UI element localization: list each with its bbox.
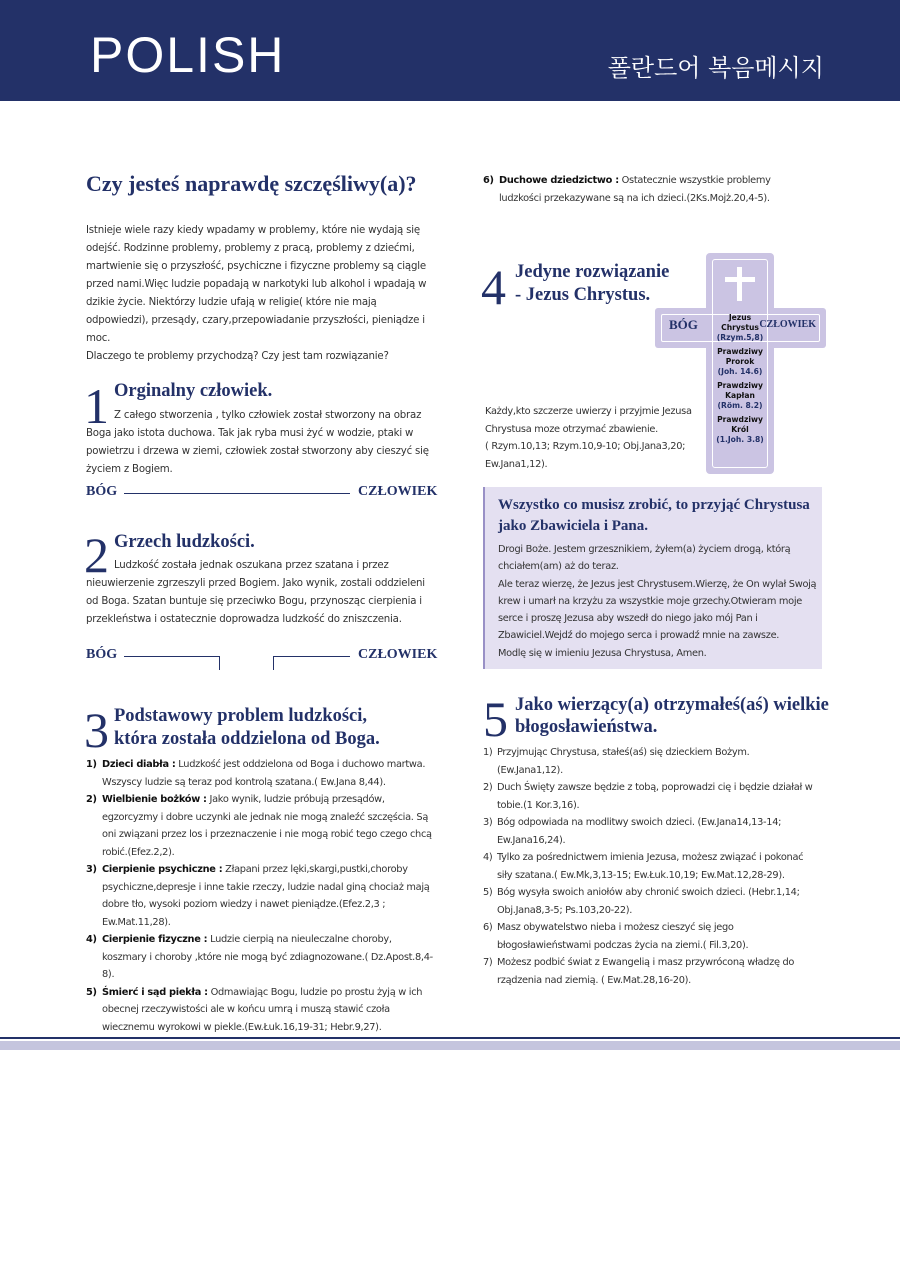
cross-entry-title: Prawdziwy Król — [717, 415, 763, 434]
spiritual-inheritance-item — [483, 172, 813, 207]
list-item-text: Masz obywatelstwo nieba i możesz cieszyć się jego błogosławieństwami podczas życia na ziemi.( Fil.3,20). — [497, 922, 749, 951]
list-item — [86, 791, 438, 861]
section2-broken-line-right — [273, 656, 350, 657]
section2-number: 2 — [84, 527, 109, 583]
section2-broken-line-left-drop — [219, 656, 220, 670]
list-item-body — [100, 791, 438, 861]
section2-text: Ludzkość została jednak oszukana przez szatana i przez nieuwierzenie zgrzeszyli przed Bogiem. Jako wynik, zostali oddzieleni od Boga. Szatan buntuje się przeciwko Bogu, przynosząc cierpienia i przekleństwa i ostatecznie doprowadza ludzkość do zniszczenia. — [86, 560, 425, 625]
section3-problem-list — [86, 756, 438, 1036]
list-item-text: Możesz podbić świat z Ewangelią i masz przywróconą władzę do rządzenia nad ziemią. ( Ew.Mat.28,16-20). — [497, 957, 795, 986]
cross-man-label: CZŁOWIEK — [759, 319, 816, 330]
section4-number: 4 — [481, 259, 506, 315]
intro-paragraph: Istnieje wiele razy kiedy wpadamy w problemy, które nie wydają się odejść. Rodzinne problemy, problemy z pracą, problemy z dziećmi, martwienie się o przyszłość, psychiczne i fizyczne problemy są ciągle przed nami.Więc ludzie popadają w narkotyki lub alkohol i wpadają w dzikie życie. Niektórzy ludzie ufają w religie( które nie mają odpowiedzi), przesądy, czary,przepowiadanie przyszłości, pieniądze i moc. Dlaczego te problemy przychodzą? Czy jest tam rozwiązanie? — [86, 225, 427, 362]
list-item — [483, 849, 813, 884]
list-item-body — [497, 172, 813, 207]
section5-title-line1: Jako wierzący(a) otrzymałeś(aś) wielkie — [515, 695, 829, 715]
section4-title-line1: Jedyne rozwiązanie — [515, 262, 670, 282]
cross-entry — [706, 415, 774, 445]
list-item-text: Bóg wysyła swoich aniołów aby chronić swoich dzieci. (Hebr.1,14; Obj.Jana8,3-5; Ps.103,20-22). — [497, 887, 800, 916]
list-item-body — [100, 931, 438, 984]
list-item-head: Śmierć i sąd piekła : — [102, 986, 208, 998]
list-item-text: Złapani przez lęki,skargi,pustki,choroby psychiczne,depresje i inne takie rzeczy, ludzie nadal giną chociaż mają dobre tło, wysoki poziom wiedzy i nawet pieniądze.(Efez.2,3 ; Ew.Mat.11,28). — [102, 864, 430, 928]
list-item — [86, 756, 438, 791]
section3-number: 3 — [84, 702, 109, 758]
list-item — [86, 861, 438, 931]
section1-man-label: CZŁOWIEK — [358, 484, 438, 499]
list-item-text: Ludzie cierpią na nieuleczalne choroby, koszmary i choroby ,które nie mogą być zdiagnozowane.( Dz.Apost.8,4-8). — [102, 934, 433, 980]
page-header — [0, 0, 900, 101]
list-item-index: 3) — [483, 817, 493, 828]
header-subtitle: 폴란드어 복음메시지 — [607, 54, 824, 82]
section1-number: 1 — [84, 378, 109, 434]
list-item-index: 5) — [483, 887, 493, 898]
list-item-head: Cierpienie fizyczne : — [102, 934, 208, 945]
cross-entry-title: Prawdziwy Kapłan — [717, 381, 763, 400]
list-item-index: 3) — [86, 864, 97, 875]
list-item-text: Ostatecznie wszystkie problemy ludzkości przekazywane są na ich dzieci.(2Ks.Mojż.20,4-5). — [499, 175, 771, 204]
section5-blessings-list — [483, 744, 813, 989]
list-item-text: Duch Święty zawsze będzie z tobą, poprowadzi cię i będzie działał w tobie.(1 Kor.3,16). — [497, 782, 813, 811]
list-item-text: Ludzkość jest oddzielona od Boga i duchowo martwa. Wszyscy ludzie są teraz pod kontrolą szatana.( Ew.Jana 8,44). — [102, 759, 426, 788]
list-item-text: Przyjmując Chrystusa, stałeś(aś) się dzieckiem Bożym.(Ew.Jana1,12). — [497, 747, 750, 776]
section4-title-line2: - Jezus Chrystus. — [515, 285, 651, 305]
cross-entry-ref: (Rzym.5,8) — [716, 333, 764, 342]
section2-broken-line-left — [124, 656, 220, 657]
list-item-index: 2) — [86, 794, 97, 805]
section3-title-line1: Podstawowy problem ludzkości, — [114, 706, 368, 726]
section5-number: 5 — [483, 691, 508, 747]
cross-god-label: BÓG — [669, 317, 698, 332]
list-item-index: 4) — [483, 852, 493, 863]
cross-entry-title: Prawdziwy Prorok — [717, 347, 763, 366]
list-item-index: 7) — [483, 957, 493, 968]
list-item — [86, 984, 438, 1037]
footer-band — [0, 1041, 900, 1050]
cross-entries — [706, 313, 774, 449]
section2-broken-line-right-drop — [273, 656, 274, 670]
cross-entry-ref: (1.Joh. 3.8) — [716, 435, 764, 444]
list-item-head: Duchowe dziedzictwo : — [499, 175, 619, 186]
header-title: POLISH — [90, 27, 286, 83]
list-item-text: Jako wynik, ludzie próbują przesądów, egzorcyzmy i dobre uczynki ale jednak nie mogą znaleźć szczęścia. Są oni związani przez los i przeznaczenie i nie mogą robić tego czego chcą robić.(Efez.2,2). — [102, 794, 432, 858]
list-item-head: Dzieci diabła : — [102, 759, 176, 770]
list-item — [483, 919, 813, 954]
list-item-body — [100, 984, 438, 1037]
section1-text: Z całego stworzenia , tylko człowiek został stworzony na obraz Boga jako istota duchowa. Tak jak ryba musi żyć w wodzie, ptaki w powietrzu i drzewa w ziemi, człowiek został stworzony aby cieszyć się życiem z Bogiem. — [86, 410, 429, 475]
section5-title-line2: błogosławieństwa. — [515, 717, 658, 737]
list-item — [483, 814, 813, 849]
list-item-text: Bóg odpowiada na modlitwy swoich dzieci. (Ew.Jana14,13-14; Ew.Jana16,24). — [497, 817, 782, 846]
cross-entry-title: Jezus Chrystus — [721, 313, 759, 332]
section2-god-label: BÓG — [86, 647, 118, 662]
section4-text: Każdy,kto szczerze uwierzy i przyjmie Jezusa Chrystusa moze otrzymać zbawienie. ( Rzym.10,13; Rzym.10,9-10; Obj.Jana3,20; Ew.Jana1,12). — [485, 406, 692, 470]
list-item-index: 6) — [483, 922, 493, 933]
section2-man-label: CZŁOWIEK — [358, 647, 438, 662]
prayer-box-text: Drogi Boże. Jestem grzesznikiem, żyłem(a) życiem drogą, którą chciałem(am) aż do teraz. Ale teraz wierzę, że Jezus jest Chrystusem.Wierzę, że On wylał Swoją krew i umarł na krzyżu za wszystkie moje grzechy.Otwieram moje serce i proszę Jezusa aby wszedł do niego jako mój Pan i Zbawiciel.Wejdź do mojego serca i prowadź mnie na zawsze. Modlę się w imieniu Jezusa Chrystusa, Amen. — [498, 544, 817, 659]
list-item-index: 6) — [483, 175, 494, 186]
section3-title-line2: która została oddzielona od Boga. — [114, 729, 380, 749]
list-item-head: Cierpienie psychiczne : — [102, 864, 223, 875]
list-item-text: Tylko za pośrednictwem imienia Jezusa, możesz związać i pokonać siły szatana.( Ew.Mk,3,13-15; Ew.Łuk.10,19; Ew.Mat.12,28-29). — [497, 852, 804, 881]
list-item-index: 1) — [483, 747, 493, 758]
list-item-body — [100, 861, 438, 931]
list-item-index: 2) — [483, 782, 493, 793]
list-item — [483, 172, 813, 207]
cross-entry — [706, 313, 774, 343]
section1-god-label: BÓG — [86, 484, 118, 499]
cross-icon — [725, 267, 755, 301]
list-item-index: 1) — [86, 759, 97, 770]
cross-entry — [706, 347, 774, 377]
prayer-box-title: Wszystko co musisz zrobić, to przyjąć Chrystusa jako Zbawiciela i Pana. — [498, 497, 810, 534]
list-item-text: Odmawiając Bogu, ludzie po prostu żyją w ich obecnej rzeczywistości ale w końcu umrą i muszą stawić czoła wiecznemu wyrokowi w piekle.(Ew.Łuk.16,19-31; Hebr.9,27). — [102, 986, 423, 1033]
section1-title: Orginalny człowiek. — [114, 381, 273, 401]
cross-entry-ref: (Röm. 8.2) — [717, 401, 763, 410]
list-item — [483, 744, 813, 779]
section2-title: Grzech ludzkości. — [114, 532, 255, 552]
list-item-body — [100, 756, 438, 791]
cross-diagram — [655, 253, 826, 474]
list-item — [483, 954, 813, 989]
list-item-index: 4) — [86, 934, 97, 945]
main-title: Czy jesteś naprawdę szczęśliwy(a)? — [86, 171, 417, 196]
list-item — [483, 884, 813, 919]
list-item-index: 5) — [86, 986, 97, 998]
footer-rule — [0, 1037, 900, 1039]
list-item — [483, 779, 813, 814]
list-item-head: Wielbienie bożków : — [102, 794, 207, 805]
prayer-box — [483, 487, 822, 669]
section1-connection-line — [124, 493, 350, 494]
cross-entry — [706, 381, 774, 411]
cross-entry-ref: (Joh. 14.6) — [717, 367, 763, 376]
list-item — [86, 931, 438, 984]
